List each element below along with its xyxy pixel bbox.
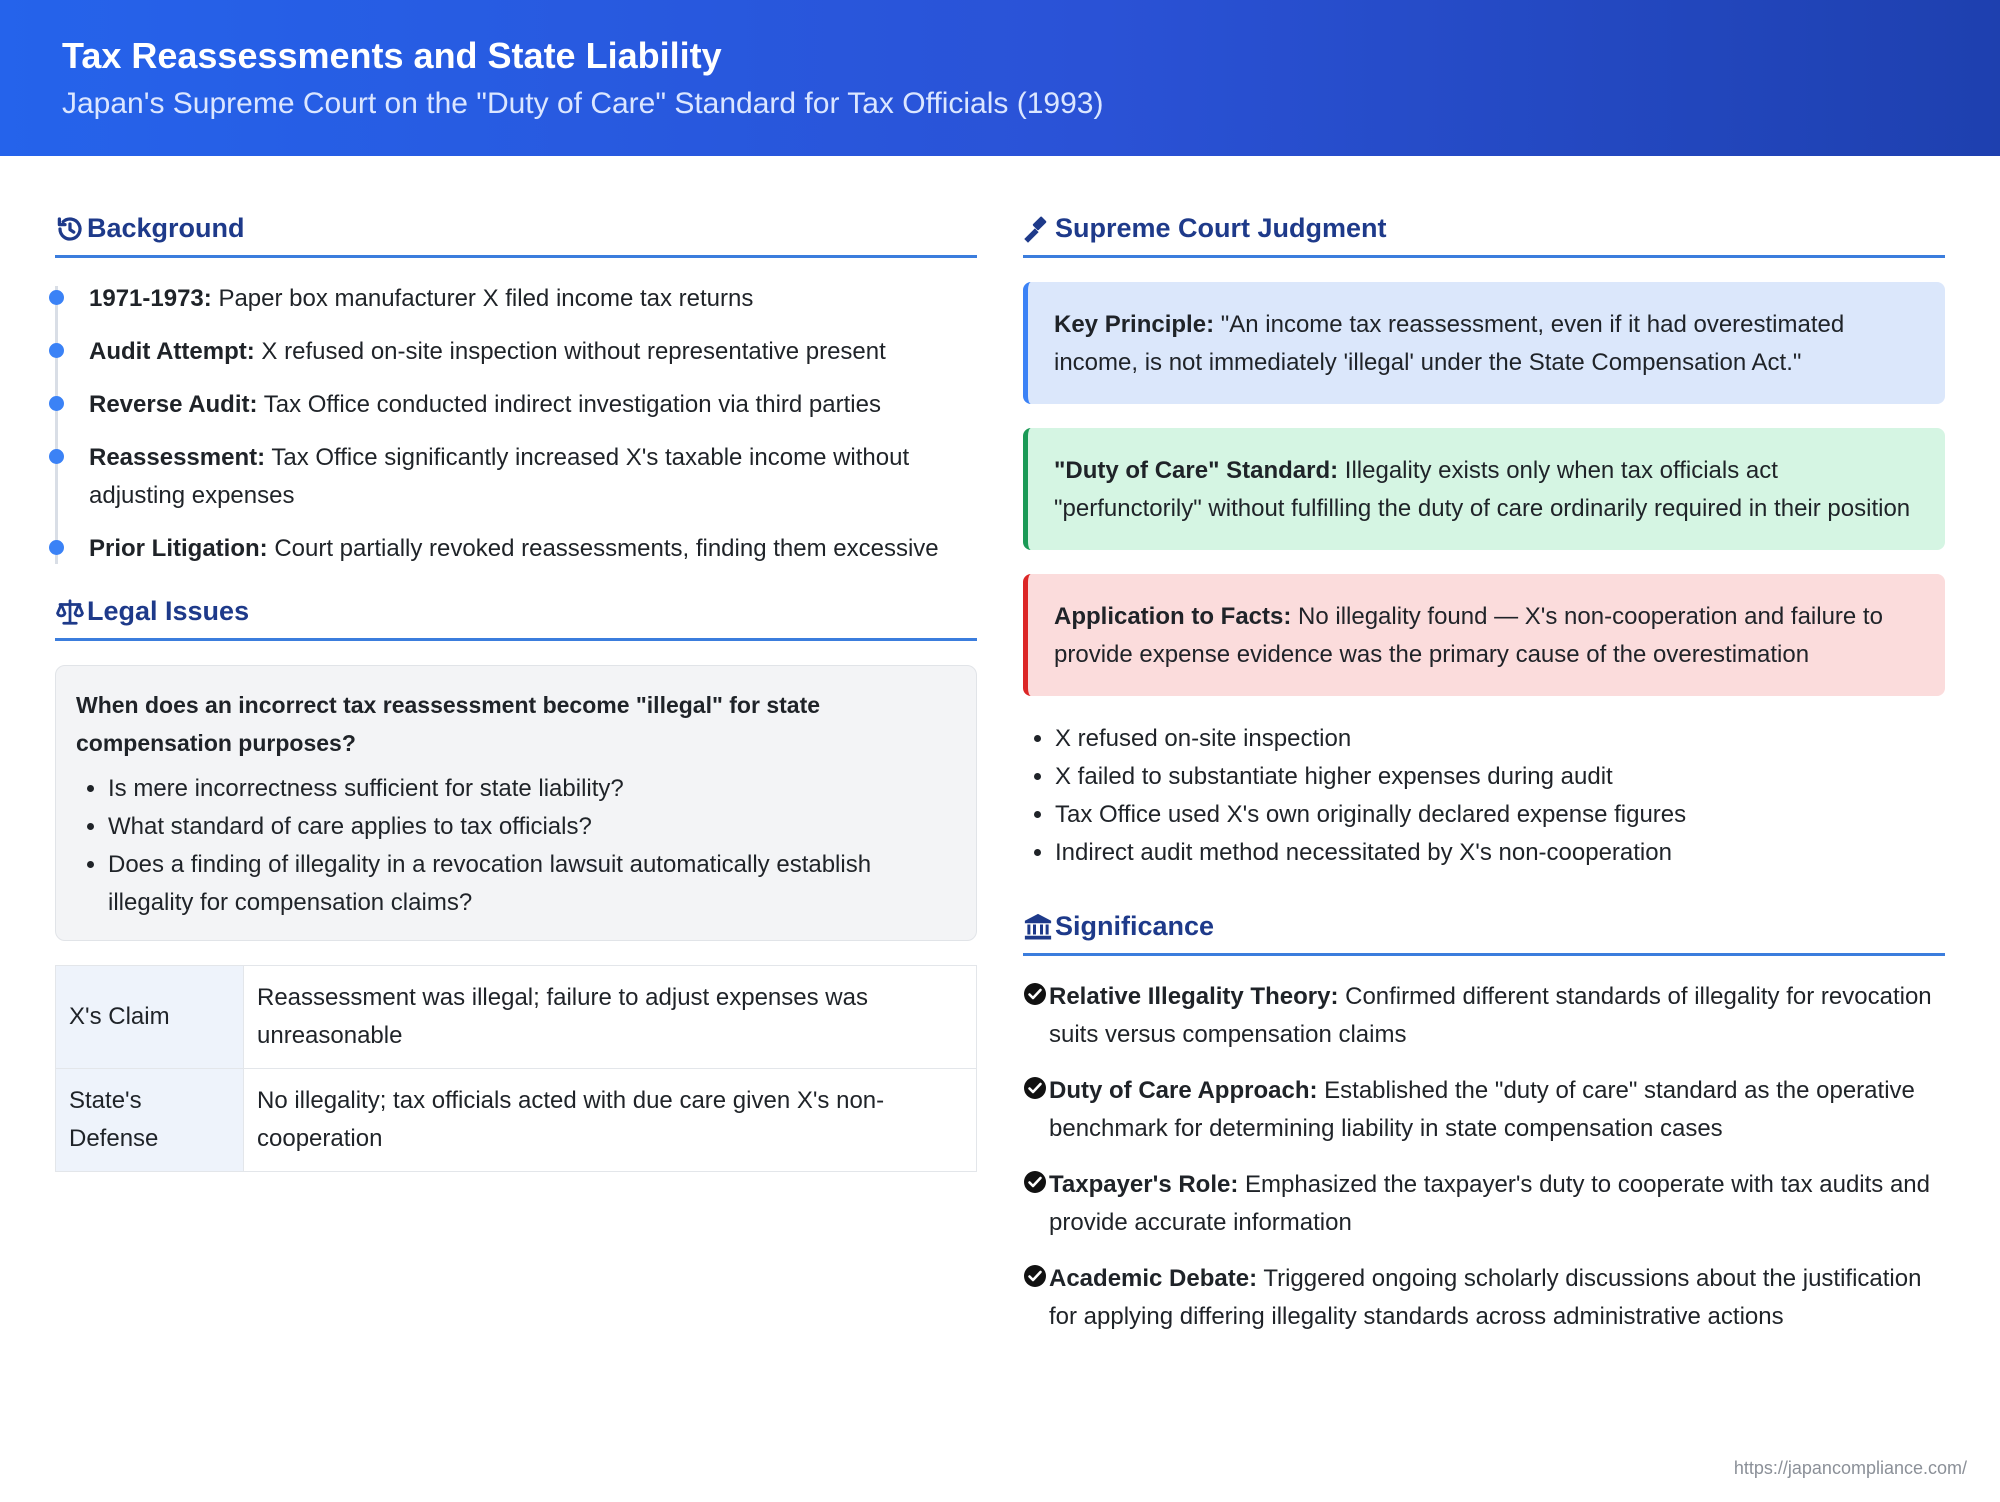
table-row (56, 966, 977, 1069)
table-row (56, 1069, 977, 1172)
legal-issue-box (55, 665, 977, 941)
timeline-dot (49, 290, 64, 305)
duty-of-care-card: "Duty of Care" Standard: Illegality exists only when tax officials act "perfunctorily" without fulfilling the duty of care ordinarily required in their position (1023, 428, 1945, 550)
significance-item: Duty of Care Approach: Established the "duty of care" standard as the operative benchmark for determining liability in state compensation cases (1023, 1072, 1945, 1148)
check-circle-icon (1023, 982, 1047, 1006)
significance-heading (1023, 906, 1945, 956)
list-item: • X refused on-site inspection (1055, 720, 1945, 758)
table-value-cell: Reassessment was illegal; failure to adjust expenses was unreasonable (244, 966, 977, 1069)
application-card: Application to Facts: No illegality found — X's non-cooperation and failure to provide expense evidence was the primary cause of the overestimation (1023, 574, 1945, 696)
timeline-item: Prior Litigation: Court partially revoked reassessments, finding them excessive (89, 530, 977, 568)
page-subtitle: Japan's Supreme Court on the "Duty of Care" Standard for Tax Officials (1993) (62, 87, 1104, 120)
table-label-cell: State's Defense (56, 1069, 244, 1172)
left-column (55, 156, 977, 1172)
institution-icon (1023, 912, 1053, 942)
gavel-icon (1023, 214, 1053, 244)
background-timeline (55, 280, 977, 568)
timeline-dot (49, 343, 64, 358)
timeline-dot (49, 540, 64, 555)
timeline-item: Reassessment: Tax Office significantly increased X's taxable income without adjusting expenses (89, 439, 977, 515)
check-circle-icon (1023, 1076, 1047, 1100)
legal-issues-heading (55, 591, 977, 641)
claims-table (55, 965, 977, 1172)
check-circle-icon (1023, 1264, 1047, 1288)
background-heading (55, 208, 977, 258)
significance-item: Relative Illegality Theory: Confirmed different standards of illegality for revocation suits versus compensation claims (1023, 978, 1945, 1054)
page-header (0, 0, 2000, 156)
significance-item: Academic Debate: Triggered ongoing scholarly discussions about the justification for applying differing illegality standards across administrative actions (1023, 1260, 1945, 1336)
page-title: Tax Reassessments and State Liability (62, 35, 722, 76)
key-principle-card: Key Principle: "An income tax reassessment, even if it had overestimated income, is not immediately 'illegal' under the State Compensation Act." (1023, 282, 1945, 404)
timeline-item: Audit Attempt: X refused on-site inspection without representative present (89, 333, 977, 371)
facts-list (1023, 720, 1945, 872)
timeline-dot (49, 396, 64, 411)
footer-url: https://japancompliance.com/ (1733, 1458, 1967, 1478)
timeline-item: Reverse Audit: Tax Office conducted indirect investigation via third parties (89, 386, 977, 424)
legal-issue-list (76, 770, 956, 922)
legal-issues-title: Legal Issues (87, 596, 250, 626)
list-item: • What standard of care applies to tax officials? (108, 808, 956, 846)
list-item: • Is mere incorrectness sufficient for state liability? (108, 770, 956, 808)
judgment-title: Supreme Court Judgment (1055, 213, 1387, 243)
list-item: • Indirect audit method necessitated by X's non-cooperation (1055, 834, 1945, 872)
judgment-heading (1023, 208, 1945, 258)
check-circle-icon (1023, 1170, 1047, 1194)
timeline-item: 1971-1973: Paper box manufacturer X filed income tax returns (89, 280, 977, 318)
timeline-dot (49, 449, 64, 464)
list-item: • Tax Office used X's own originally declared expense figures (1055, 796, 1945, 834)
background-title: Background (87, 213, 245, 243)
history-icon (55, 214, 85, 244)
table-value-cell: No illegality; tax officials acted with due care given X's non-cooperation (244, 1069, 977, 1172)
legal-issue-question: When does an incorrect tax reassessment become "illegal" for state compensation purposes? (76, 692, 821, 756)
significance-item: Taxpayer's Role: Emphasized the taxpayer's duty to cooperate with tax audits and provide accurate information (1023, 1166, 1945, 1242)
list-item: • X failed to substantiate higher expenses during audit (1055, 758, 1945, 796)
list-item: • Does a finding of illegality in a revocation lawsuit automatically establish illegality for compensation claims? (108, 846, 956, 922)
right-column (1023, 156, 1945, 1354)
scale-icon (55, 597, 85, 627)
significance-title: Significance (1055, 911, 1215, 941)
table-label-cell: X's Claim (56, 966, 244, 1069)
